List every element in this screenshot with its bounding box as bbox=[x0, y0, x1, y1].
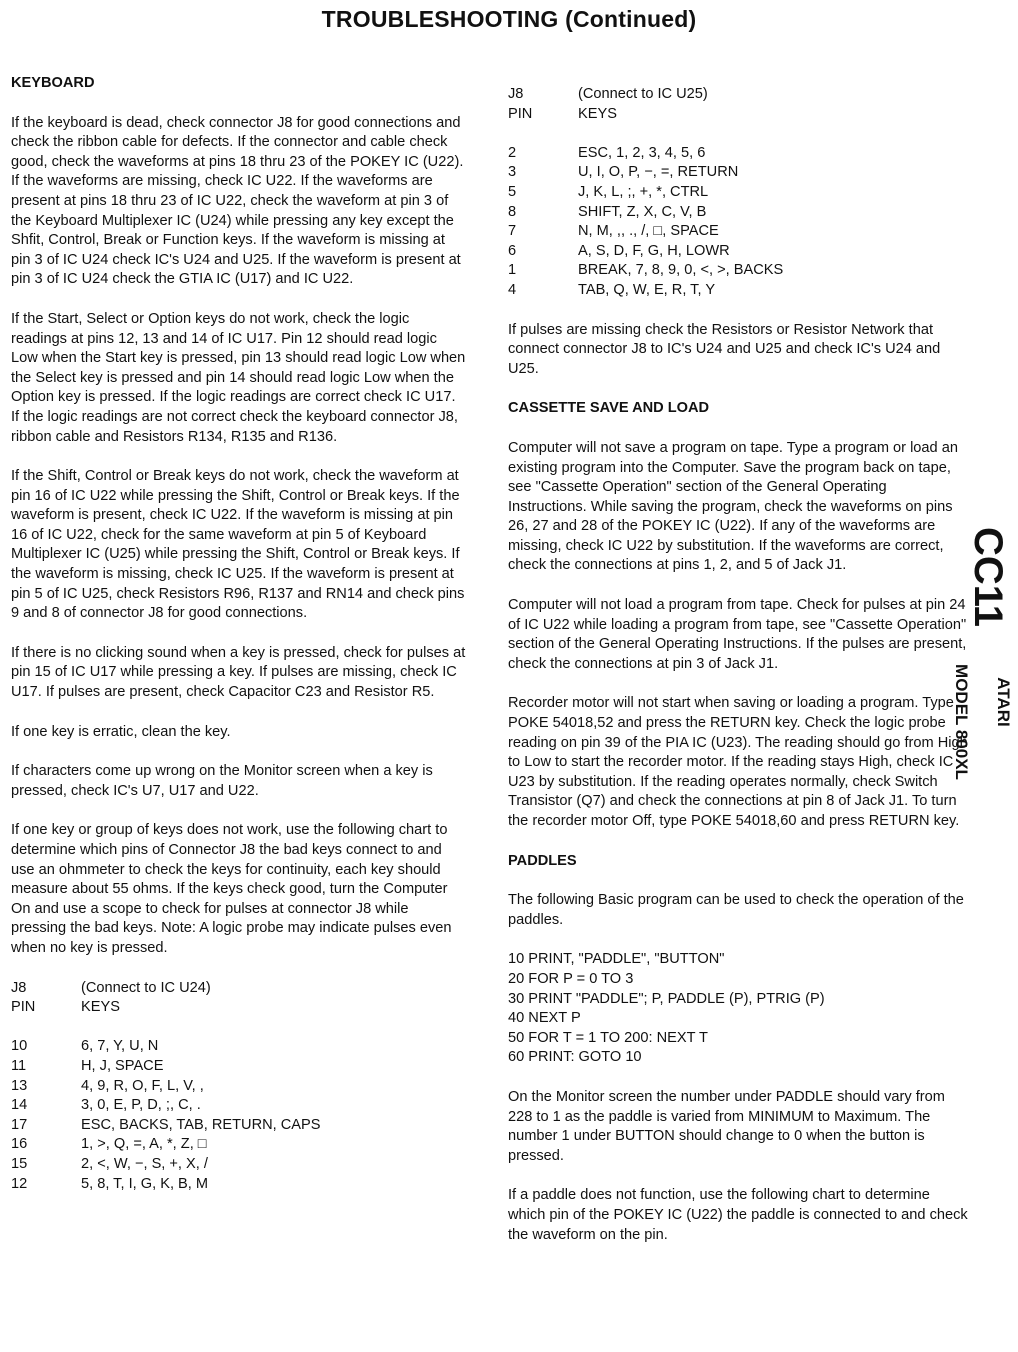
code-line: 30 PRINT "PADDLE"; P, PADDLE (P), PTRIG (P) bbox=[508, 990, 825, 1007]
keyboard-paragraph: If characters come up wrong on the Monitor screen when a key is pressed, check IC's U7, U17 and U22. bbox=[11, 763, 433, 799]
keys-cell: ESC, BACKS, TAB, RETURN, CAPS bbox=[81, 1116, 321, 1133]
table-header: PIN bbox=[508, 105, 533, 122]
table-row bbox=[508, 261, 783, 281]
table-row bbox=[508, 242, 783, 262]
table-header: (Connect to IC U25) bbox=[578, 86, 708, 102]
keys-cell: A, S, D, F, G, H, LOWR bbox=[578, 242, 730, 259]
keys-cell: 5, 8, T, I, G, K, B, M bbox=[81, 1175, 209, 1192]
cassette-paragraph: Recorder motor will not start when saving or loading a program. Type POKE 54018,52 and press the RETURN key. Check the logic probe reading on pin 39 of the PIA IC (U23). The reading should go from High to Low to start the recorder motor. If the reading stays High, check IC U23 by substitution. If the reading operates normally, check Switch Transistor (Q7) and check the connections at pin 8 of Jack J1. To turn the recorder motor Off, type POKE 54018,60 and press RETURN key. bbox=[508, 695, 968, 829]
keys-cell: H, J, SPACE bbox=[81, 1057, 164, 1074]
basic-program bbox=[508, 950, 968, 1068]
pin-cell: 4 bbox=[508, 281, 517, 298]
keyboard-paragraph: If the Shift, Control or Break keys do not work, check the waveform at pin 16 of IC U22 while pressing the Shift, Control or Break keys. If the waveform is present, check IC U22. If the waveform is missing at pin 16 of IC U22, check for the same waveform at pin 5 of Keyboard Multiplexer IC (U25) while pressing the Shift, Control or Break keys. If the waveform is missing, check IC U25. If the waveform is present at pin 5 of IC U25, check Resistors R96, R137 and RN14 and check pins 9 and 8 of connector J8 for good connections. bbox=[11, 468, 465, 622]
pin-cell: 17 bbox=[11, 1116, 28, 1133]
code-line: 60 PRINT: GOTO 10 bbox=[508, 1049, 642, 1066]
pin-cell: 15 bbox=[11, 1155, 28, 1172]
table-header: (Connect to IC U24) bbox=[81, 979, 211, 996]
keyboard-paragraph: If there is no clicking sound when a key is pressed, check for pulses at pin 15 of IC U17 while pressing a key. If pulses are missing, check IC U17. If pulses are present, check Capacitor C23 and Resistor R5. bbox=[11, 644, 466, 701]
table-header: KEYS bbox=[578, 105, 617, 122]
cassette-paragraph: Computer will not save a program on tape. Type a program or load an existing program into the Computer. Save the program back on tape, see "Cassette Operation" section of the General Operating Instructions. While saving the program, check the waveforms on pins 26, 27 and 28 of the POKEY IC (U22). If any of the waveforms are missing, check IC U22 by substitution. If the waveforms are correct, check the connections at pins 1, 2, and 5 of Jack J1. bbox=[508, 439, 958, 574]
paddles-intro: The following Basic program can be used to check the operation of the paddles. bbox=[508, 892, 964, 928]
table-row bbox=[11, 1037, 321, 1057]
page-title: TROUBLESHOOTING (Continued) bbox=[321, 6, 697, 32]
pin-cell: 5 bbox=[508, 183, 517, 200]
keys-cell: ESC, 1, 2, 3, 4, 5, 6 bbox=[578, 144, 706, 161]
left-column bbox=[11, 74, 467, 1194]
keyboard-paragraph: If one key is erratic, clean the key. bbox=[11, 723, 231, 740]
pin-cell: 11 bbox=[11, 1057, 27, 1074]
keys-cell: N, M, ,, ., /, □, SPACE bbox=[578, 223, 719, 240]
right-column bbox=[508, 85, 968, 1245]
keys-cell: U, I, O, P, −, =, RETURN bbox=[578, 164, 739, 181]
keys-cell: J, K, L, ;, +, *, CTRL bbox=[578, 183, 709, 200]
keys-cell: 6, 7, Y, U, N bbox=[81, 1038, 159, 1055]
pin-cell: 10 bbox=[11, 1038, 28, 1055]
code-line: 10 PRINT, "PADDLE", "BUTTON" bbox=[508, 951, 725, 968]
pin-cell: 3 bbox=[508, 164, 517, 181]
u24-pin-table bbox=[11, 979, 321, 1195]
pin-cell: 7 bbox=[508, 223, 517, 240]
table-row bbox=[11, 1116, 321, 1136]
code-line: 50 FOR T = 1 TO 200: NEXT T bbox=[508, 1029, 708, 1046]
keys-cell: 4, 9, R, O, F, L, V, , bbox=[81, 1077, 204, 1094]
table-row bbox=[11, 1155, 321, 1175]
table-row bbox=[11, 1135, 321, 1155]
keyboard-paragraph: If the Start, Select or Option keys do not work, check the logic readings at pins 12, 13 and 14 of IC U17. Pin 12 should read logic Low when the Start key is pressed, pin 13 should read logic Low when the Select key is pressed and pin 14 should read logic Low when the Option key is pressed. If the logic readings are correct check IC U17. If the logic readings are not correct check the keyboard connector J8, ribbon cable and Resistors R134, R135 and R136. bbox=[11, 310, 466, 445]
pin-cell: 2 bbox=[508, 144, 517, 161]
paddles-paragraph: On the Monitor screen the number under PADDLE should vary from 228 to 1 as the paddle is varied from MINIMUM to Maximum. The number 1 under BUTTON should change to 0 when the button is pressed. bbox=[508, 1088, 945, 1164]
section-code-tab: CC11 bbox=[966, 526, 1010, 628]
keyboard-paragraph: If one key or group of keys does not work, use the following chart to determine which pins of Connector J8 the bad keys connect to and use an ohmmeter to check the keys for continuity, each key should measure about 55 ohms. If the keys check good, turn the Computer On and use a scope to check for pulses at connector J8 while pressing the bad keys. Note: A logic probe may indicate pulses even when no key is pressed. bbox=[11, 822, 452, 956]
keys-cell: 3, 0, E, P, D, ;, C, . bbox=[81, 1097, 201, 1114]
code-line: 20 FOR P = 0 TO 3 bbox=[508, 970, 634, 987]
table-header: J8 bbox=[508, 86, 524, 102]
table-header: PIN bbox=[11, 999, 36, 1016]
pin-cell: 16 bbox=[11, 1136, 28, 1153]
table-row bbox=[11, 1175, 321, 1195]
table-header: J8 bbox=[11, 979, 27, 996]
pin-cell: 8 bbox=[508, 203, 517, 220]
table-row bbox=[11, 1077, 321, 1097]
brand-label: ATARI bbox=[994, 677, 1013, 727]
keyboard-heading: KEYBOARD bbox=[11, 75, 95, 91]
paddles-paragraph: If a paddle does not function, use the following chart to determine which pin of the POKEY IC (U22) the paddle is connected to and check the waveform on the pin. bbox=[508, 1187, 968, 1243]
keyboard-paragraph: If the keyboard is dead, check connector J8 for good connections and check the ribbon cable for defects. If the connector and cable check good, check the waveforms at pins 18 thru 23 of the POKEY IC (U22). If the waveforms are missing, check IC U22. If the waveforms are present at pins 18 thru 23 of IC U22, check the waveform at pin 3 of the Keyboard Multiplexer IC (U24) while pressing any key except the Shfit, Control, Break or Function keys. If the waveform is missing at pin 3 of IC U24 check IC's U24 and U25. If the waveform is present at pin 3 of IC U24 check the GTIA IC (U17) and IC U22. bbox=[11, 114, 464, 288]
keys-cell: TAB, Q, W, E, R, T, Y bbox=[578, 281, 716, 298]
pin-cell: 12 bbox=[11, 1175, 28, 1192]
table-row bbox=[508, 163, 783, 183]
resistor-note: If pulses are missing check the Resistors or Resistor Network that connect connector J8 to IC's U24 and U25 and check IC's U24 and U25. bbox=[508, 321, 941, 377]
model-label: MODEL 800XL bbox=[952, 664, 971, 780]
cassette-paragraph: Computer will not load a program from tape. Check for pulses at pin 24 of IC U22 while loading a program from tape, see "Cassette Operation" section of the General Operating Instructions. If the pulses are present, check the connections at pin 3 of Jack J1. bbox=[508, 597, 967, 672]
keys-cell: 2, <, W, −, S, +, X, / bbox=[81, 1155, 208, 1172]
keys-cell: 1, >, Q, =, A, *, Z, □ bbox=[81, 1136, 207, 1153]
pin-cell: 1 bbox=[508, 262, 517, 279]
table-row bbox=[11, 1096, 321, 1116]
table-row bbox=[508, 203, 783, 223]
keys-cell: BREAK, 7, 8, 9, 0, <, >, BACKS bbox=[578, 262, 784, 279]
u25-pin-table bbox=[508, 85, 783, 301]
pin-cell: 14 bbox=[11, 1097, 28, 1114]
code-line: 40 NEXT P bbox=[508, 1010, 581, 1027]
table-row bbox=[508, 222, 783, 242]
table-row bbox=[508, 281, 783, 301]
table-row bbox=[508, 144, 783, 164]
pin-cell: 6 bbox=[508, 242, 517, 259]
pin-cell: 13 bbox=[11, 1077, 28, 1094]
table-row bbox=[508, 183, 783, 203]
keys-cell: SHIFT, Z, X, C, V, B bbox=[578, 203, 707, 220]
table-row bbox=[11, 1057, 321, 1077]
paddles-heading: PADDLES bbox=[508, 852, 577, 869]
table-header: KEYS bbox=[81, 999, 120, 1016]
cassette-heading: CASSETTE SAVE AND LOAD bbox=[508, 400, 710, 417]
